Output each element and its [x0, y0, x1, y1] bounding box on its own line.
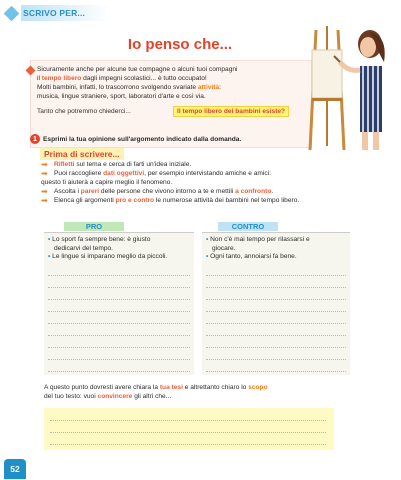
step-item: ➡ Elenca gli argomenti pro e contro le numerose attività dei bambini nel tempo libero. — [41, 196, 300, 205]
writing-line[interactable] — [50, 444, 326, 445]
intro-text: Sicuramente anche per alcune tue compagne o alcuni tuoi compagni il tempo libero dagli impegni scolastici... è tutto occupato! Molti bambini, infatti, lo trascorrono svolgendo svariate attività: musica, lingue straniere, sport, laboratori d'arte e così via. — [37, 66, 238, 100]
section-tag-label: SCRIVO PER... — [23, 8, 86, 18]
writing-line[interactable] — [206, 311, 346, 312]
section-tag — [4, 4, 109, 22]
writing-line[interactable] — [48, 371, 190, 372]
pro-item: • Lo sport fa sempre bene: è giusto — [48, 236, 151, 243]
arrow-right-icon: ➡ — [41, 196, 48, 205]
writing-line[interactable] — [206, 275, 346, 276]
contro-column — [202, 232, 350, 375]
page-title: Io penso che... — [127, 36, 233, 53]
page-number: 52 — [10, 464, 20, 474]
prima-di-scrivere-heading: Prima di scrivere... — [40, 148, 124, 160]
writing-line[interactable] — [48, 323, 190, 324]
question-prefix: Tanto che potremmo chiederci... — [37, 108, 131, 115]
writing-line[interactable] — [48, 275, 190, 276]
exercise-text: Esprimi la tua opinione sull'argomento indicato dalla domanda. — [43, 135, 242, 143]
writing-line[interactable] — [206, 359, 346, 360]
question-highlight: Il tempo libero dei bambini esiste? — [173, 106, 289, 117]
answer-box — [44, 408, 334, 450]
diamond-icon — [4, 5, 20, 21]
arrow-right-icon: ➡ — [41, 187, 48, 196]
girl-painting-illustration — [308, 22, 400, 152]
contro-item: • Ogni tanto, annoiarsi fa bene. — [206, 253, 297, 260]
bullet-icon: • — [48, 253, 51, 260]
step-item: ➡ Puoi raccogliere dati oggettivi, per esempio intervistando amiche e amici: — [41, 169, 271, 178]
writing-line[interactable] — [48, 311, 190, 312]
bullet-icon: • — [206, 253, 209, 260]
writing-line[interactable] — [48, 335, 190, 336]
bullet-icon: • — [48, 236, 51, 243]
diamond-icon — [26, 66, 36, 76]
writing-line[interactable] — [206, 323, 346, 324]
writing-line[interactable] — [48, 299, 190, 300]
pro-column-header: PRO — [64, 222, 124, 231]
steps-list — [41, 160, 351, 205]
writing-line[interactable] — [50, 420, 326, 421]
pro-item: • Le lingue si imparano meglio da piccoli. — [48, 253, 168, 260]
writing-line[interactable] — [48, 359, 190, 360]
pro-column — [44, 232, 194, 375]
exercise-number-badge: 1 — [30, 134, 40, 144]
writing-line[interactable] — [206, 371, 346, 372]
step-continuation: questo ti aiuterà a capire meglio il fenomeno. — [41, 179, 173, 186]
contro-item: • Non c'è mai tempo per rilassarsi e — [206, 236, 310, 243]
writing-line[interactable] — [48, 287, 190, 288]
page-number-badge — [4, 459, 26, 479]
bullet-icon: • — [206, 236, 209, 243]
writing-line[interactable] — [206, 335, 346, 336]
exercise-instruction — [30, 134, 241, 144]
contro-column-header: CONTRO — [218, 222, 278, 231]
writing-line[interactable] — [206, 287, 346, 288]
pro-item-cont: dedicarvi del tempo. — [54, 244, 114, 252]
outro-text: A questo punto dovresti avere chiara la tua tesi e altrettanto chiaro lo scopo del tuo testo: vuoi convincere gli altri che... — [44, 384, 268, 400]
arrow-right-icon: ➡ — [41, 160, 48, 169]
writing-line[interactable] — [206, 299, 346, 300]
writing-line[interactable] — [48, 347, 190, 348]
writing-line[interactable] — [50, 432, 326, 433]
writing-line[interactable] — [206, 347, 346, 348]
step-item: ➡ Rifletti sul tema e cerca di farti un'idea iniziale. — [41, 160, 192, 169]
step-item: ➡ Ascolta i pareri delle persone che vivono intorno a te e mettili a confronto. — [41, 187, 274, 196]
arrow-right-icon: ➡ — [41, 169, 48, 178]
contro-item-cont: giocare. — [212, 244, 236, 252]
